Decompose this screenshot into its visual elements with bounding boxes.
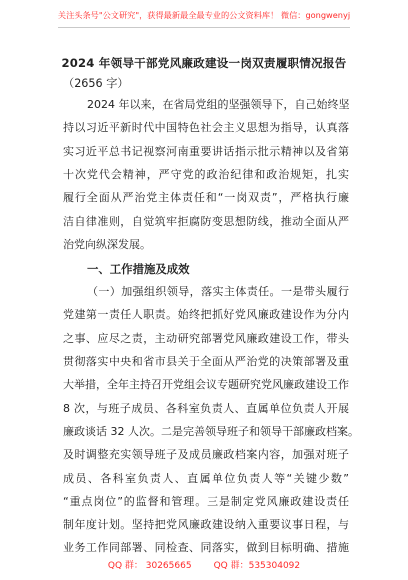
paragraph-line: 履行全面从严治党主体责任和“一岗双责”，严格执行廉	[63, 191, 349, 204]
paragraph-line: 实习近平总书记视察河南重要讲话指示批示精神以及省第	[63, 145, 349, 158]
word-count: （2656 字）	[63, 77, 129, 90]
paragraph-line: 制年度计划。坚持把党风廉政建设纳入重要议事日程，与	[63, 518, 349, 531]
paragraph-line: 持以习近平新时代中国特色社会主义思想为指导，认真落	[63, 121, 349, 134]
paragraph-line: 十次党代会精神，严守党的政治纪律和政治规矩，扎实	[63, 168, 349, 181]
paragraph-line: 业务工作同部署、同检查、同落实，做到目标明确、措施	[63, 541, 349, 554]
promo-banner: 关注头条号"公文研究"，获得最新最全最专业的公文资料库！ 微信：gongwenyj	[57, 10, 351, 20]
paragraph-line: 廉政谈话 32 人次。二是完善领导班子和领导干部廉政档案。	[63, 425, 359, 438]
paragraph-line: “重点岗位”的监督和管理。三是制定党风廉政建设责任	[63, 495, 349, 508]
qq-group-2: QQ 群：535304092	[213, 561, 301, 571]
paragraph-line: 之事、应尽之责，主动研究部署党风廉政建设工作，带头	[63, 332, 349, 345]
paragraph-line: （一）加强组织领导，落实主体责任。一是带头履行	[87, 285, 349, 298]
section-heading: 一、工作措施及成效	[87, 262, 190, 276]
paragraph-line: 及时调整充实领导班子及成员廉政档案内容，加强对班子	[63, 448, 349, 461]
qq-group-1: QQ 群： 30265665	[107, 561, 192, 571]
footer-contact	[0, 560, 408, 572]
paragraph-line: 党建第一责任人职责。始终把抓好党风廉政建设作为分内	[63, 308, 349, 321]
paragraph-line: 洁自律准则，自觉筑牢拒腐防变思想防线，推动全面从严	[63, 215, 349, 228]
paragraph-line: 2024 年以来，在省局党组的坚强领导下，自己始终坚	[87, 98, 350, 111]
paragraph-line: 大举措，全年主持召开党组会议专题研究党风廉政建设工作	[63, 378, 349, 391]
paragraph-line: 成员、各科室负责人、直属单位负责人等“关键少数”	[63, 472, 349, 485]
document-title: 2024 年领导干部党风廉政建设一岗双责履职情况报告	[61, 56, 347, 70]
paragraph-line: 8 次，与班子成员、各科室负责人、直属单位负责人开展	[63, 402, 349, 415]
paragraph-line: 贯彻落实中央和省市县关于全面从严治党的决策部署及重	[63, 355, 349, 368]
header-divider	[58, 27, 350, 28]
paragraph-line: 治党向纵深发展。	[63, 238, 151, 251]
